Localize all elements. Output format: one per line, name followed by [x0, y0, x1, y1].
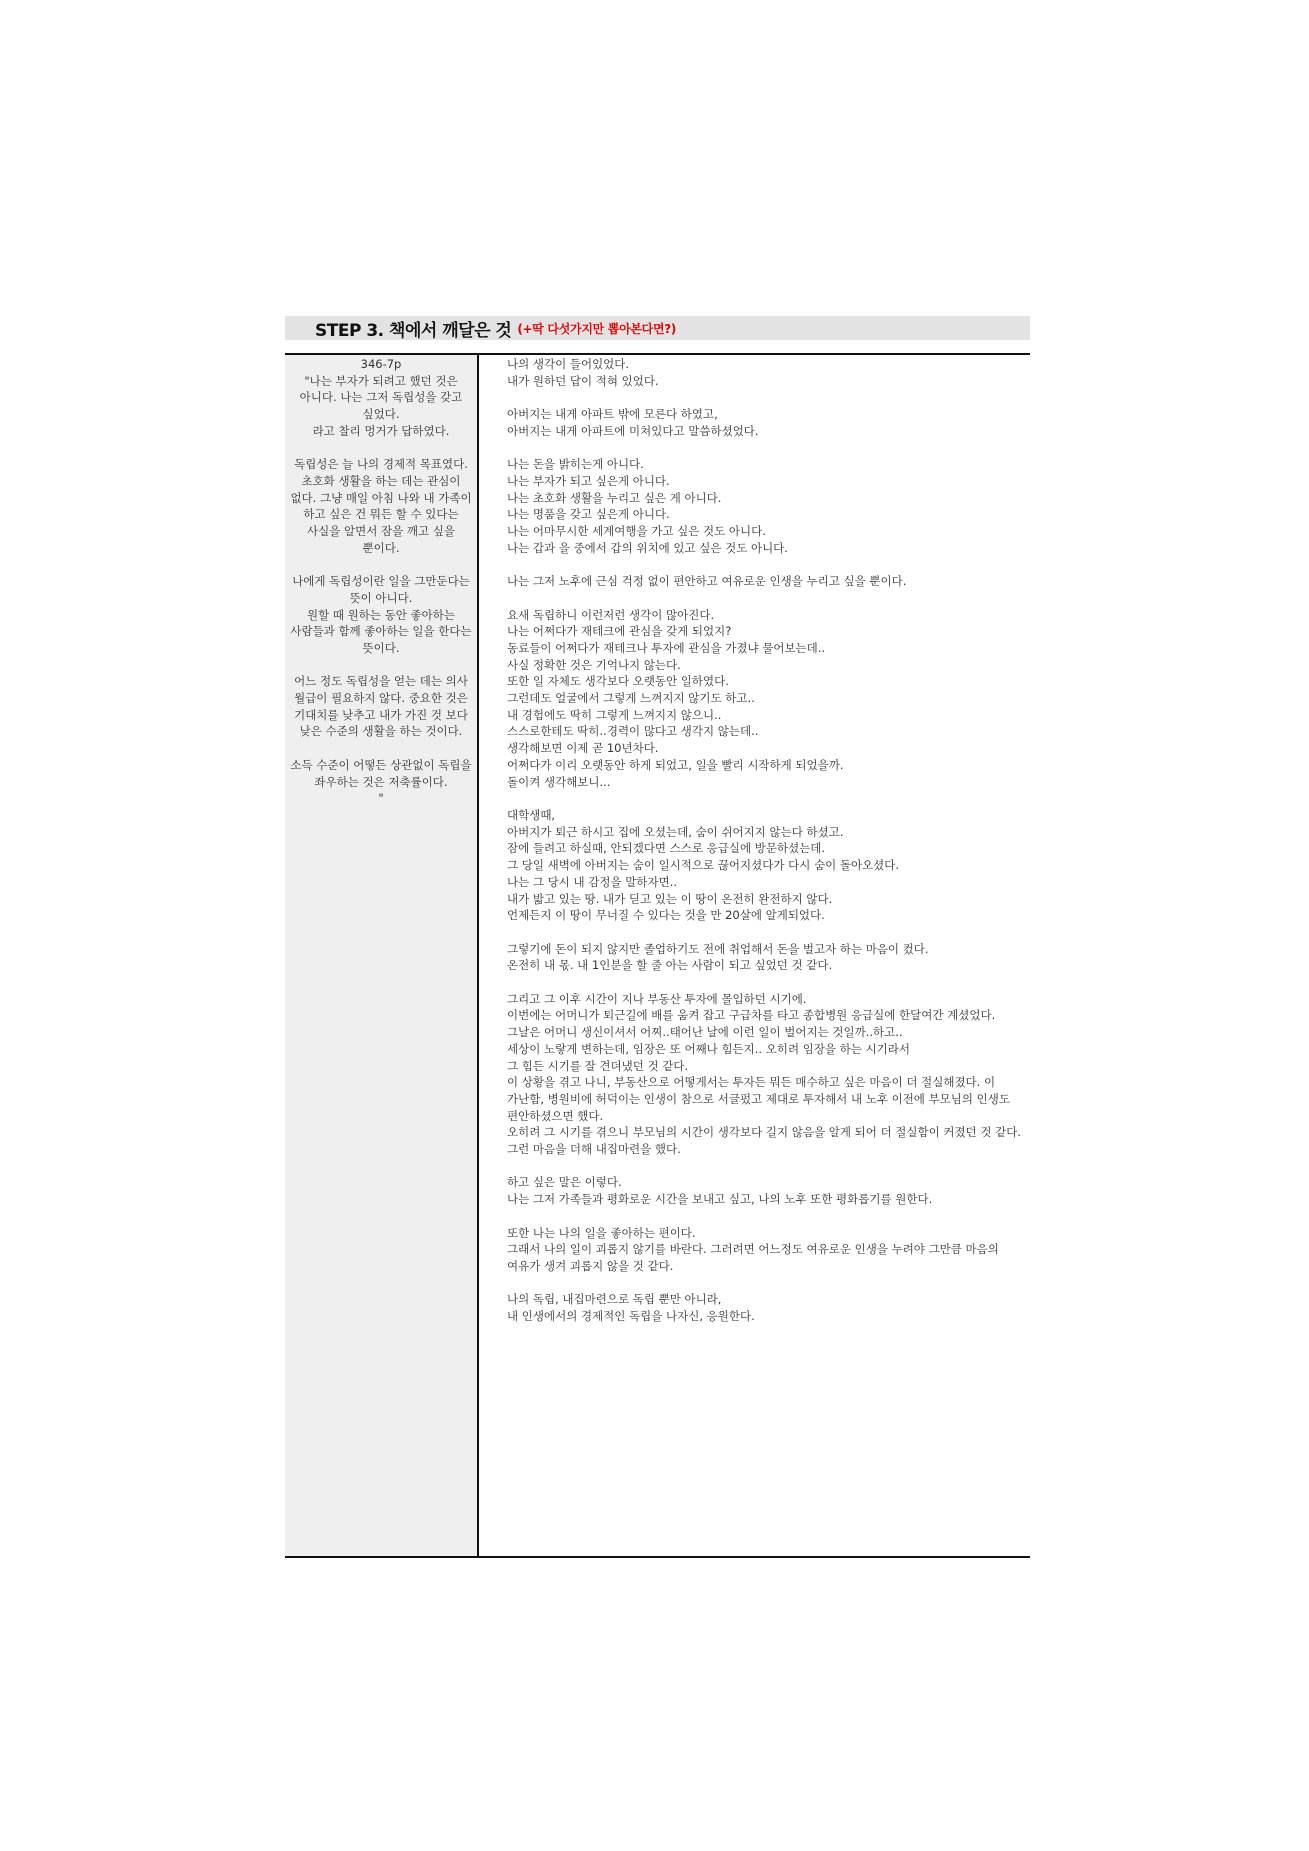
section-subtitle: (+딱 다섯가지만 뽑아본다면?): [517, 321, 677, 336]
book-quote: "나는 부자가 되려고 했던 것은 아니다. 나는 그저 독립성을 갖고 싶었다. 라고 찰리 멍거가 답하였다. 독립성은 늘 나의 경제적 목표였다. 초호화 생활을 하는 데는 관심이 없다. 그냥 매일 아침 나와 내 가족이 하고 싶은 건 뭐든 할 수 있다는 사실을 알면서 잠을 깨고 싶을 뿐이다. 나에게 독립성이란 일을 그만둔다는 뜻이 아니다. 원할 때 원하는 동안 좋아하는 사람들과 함께 좋아하는 일을 한다는 뜻이다. 어느 정도 독립성을 얻는 데는 의사 월급이 필요하지 않다. 중요한 것은 기대치를 낮추고 내가 가진 것 보다 낮은 수준의 생활을 하는 것이다. 소득 수준이 어떻든 상관없이 독립을 좌우하는 것은 저축률이다. ": [290, 373, 472, 806]
section-title: STEP 3. 책에서 깨달은 것: [315, 320, 512, 341]
reflection-column: [507, 356, 1027, 1325]
reflection-text: 나의 생각이 들어있었다. 내가 원하던 답이 적혀 있었다. 아버지는 내게 아파트 밖에 모른다 하였고, 아버지는 내게 아파트에 미쳐있다고 말씀하셨었다. 나는 돈을 밝히는게 아니다. 나는 부자가 되고 싶은게 아니다. 나는 초호화 생활을 누리고 싶은 게 아니다. 나는 명품을 갖고 싶은게 아니다. 나는 어마무시한 세계여행을 가고 싶은 것도 아니다. 나는 갑과 을 중에서 갑의 위치에 있고 싶은 것도 아니다. 나는 그저 노후에 근심 걱정 없이 편안하고 여유로운 인생을 누리고 싶을 뿐이다. 요새 독립하니 이런저런 생각이 많아진다. 나는 어쩌다가 재테크에 관심을 갖게 되었지? 동료들이 어쩌다가 재테크나 투자에 관심을 가졌냐 물어보는데.. 사실 정확한 것은 기억나지 않는다. 또한 일 자체도 생각보다 오랫동안 일하였다. 그런데도 얼굴에서 그렇게 느껴지지 않기도 하고.. 내 경험에도 딱히 그렇게 느껴지지 않으니.. 스스로한테도 딱히..경력이 많다고 생각지 않는데.. 생각해보면 이제 곧 10년차다. 어쩌다가 이리 오랫동안 하게 되었고, 일을 빨리 시작하게 되었을까. 돌이켜 생각해보니... 대학생때, 아버지가 퇴근 하시고 집에 오셨는데, 숨이 쉬어지지 않는다 하셨고. 잠에 들려고 하실때, 안되겠다면 스스로 응급실에 방문하셨는데. 그 당일 새벽에 아버지는 숨이 일시적으로 끊어지셨다가 다시 숨이 돌아오셨다. 나는 그 당시 내 감정을 말하자면.. 내가 밟고 있는 땅. 내가 딛고 있는 이 땅이 온전히 완전하지 않다. 언제든지 이 땅이 무너질 수 있다는 것을 만 20살에 알게되었다. 그렇기에 돈이 되지 않지만 졸업하기도 전에 취업해서 돈을 벌고자 하는 마음이 컸다. 온전히 내 몫. 내 1인분을 할 줄 아는 사람이 되고 싶었던 것 같다. 그리고 그 이후 시간이 지나 부동산 투자에 몰입하던 시기에. 이번에는 어머니가 퇴근길에 배를 움켜 잡고 구급차를 타고 종합병원 응급실에 한달여간 계셨었다. 그날은 어머니 생신이셔서 어찌..태어난 날에 이런 일이 벌어지는 것일까..하고.. 세상이 노랗게 변하는데, 임장은 또 어째나 힘든지.. 오히려 임장을 하는 시기라서 그 힘든 시기를 잘 견뎌냈던 것 같다. 이 상황을 겪고 나니, 부동산으로 어떻게서는 투자든 뭐든 매수하고 싶은 마음이 더 절실해졌다. 이 가난함, 병원비에 허덕이는 인생이 참으로 서글펐고 제대로 투자해서 내 노후 이전에 부모님의 인생도 편안하셨으면 했다. 오히려 그 시기를 겪으니 부모님의 시간이 생각보다 길지 않음을 알게 되어 더 절실함이 커졌던 것 같다. 그런 마음을 더해 내집마련을 했다. 하고 싶은 말은 이렇다. 나는 그저 가족들과 평화로운 시간을 보내고 싶고, 나의 노후 또한 평화롭기를 원한다. 또한 나는 나의 일을 좋아하는 편이다. 그래서 나의 일이 괴롭지 않기를 바란다. 그러려면 어느정도 여유로운 인생을 누려야 그만큼 마음의 여유가 생겨 괴롭지 않을 것 같다. 나의 독립, 내집마련으로 독립 뿐만 아니라, 내 인생에서의 경제적인 독립을 나자신, 응원한다.: [507, 357, 1021, 1324]
section-header: [285, 316, 1030, 340]
notes-table: [285, 353, 1030, 1558]
document-page: [285, 316, 1030, 1324]
page-reference: 346-7p: [360, 357, 402, 371]
quote-column: [285, 355, 479, 1556]
